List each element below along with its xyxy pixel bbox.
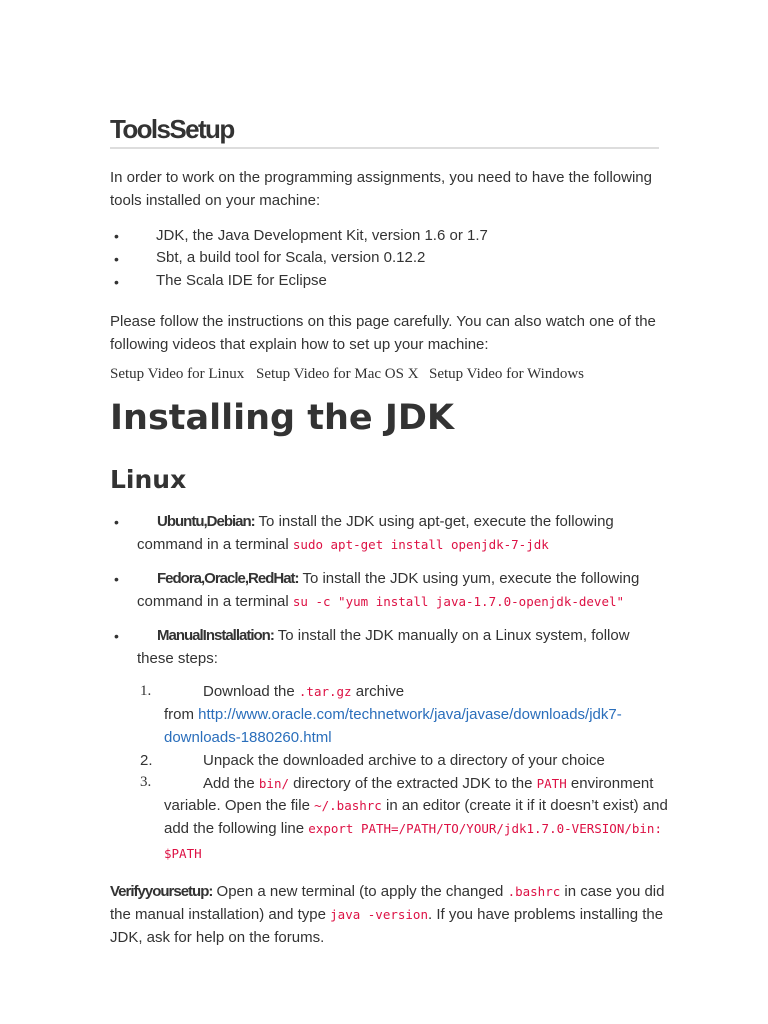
intro-line-2: tools installed on your machine: xyxy=(110,192,321,209)
verify-text-1: Open a new terminal (to apply the changed xyxy=(212,883,508,900)
step-number-2: 2. xyxy=(140,752,153,769)
list-item-jdk: JDK, the Java Development Kit, version 1.6 or 1.7 xyxy=(156,227,488,244)
step-3-l2-text-post: in an editor (create it if it doesn’t exist) and xyxy=(381,797,668,814)
bullet-marker: • xyxy=(114,228,119,244)
ubuntu-text-2: command in a terminal xyxy=(137,536,293,553)
bashrc-code: ~/.bashrc xyxy=(314,798,382,813)
video-link-mac[interactable]: Setup Video for Mac OS X xyxy=(256,366,419,382)
step-3-text: Add the xyxy=(203,775,259,792)
bullet-marker: • xyxy=(114,514,119,530)
list-item-sbt: Sbt, a build tool for Scala, version 0.12.2 xyxy=(156,249,426,266)
bullet-marker: • xyxy=(114,274,119,290)
heading-divider xyxy=(110,147,659,149)
java-version-code: java -version xyxy=(330,907,428,922)
fedora-command-code: su -c "yum install java-1.7.0-openjdk-devel" xyxy=(292,594,625,609)
fedora-label: Fedora,Oracle,RedHat: xyxy=(157,570,299,587)
ubuntu-text-1: To install the JDK using apt-get, execute the following xyxy=(254,513,614,530)
fedora-text-1: To install the JDK using yum, execute the following xyxy=(298,570,640,587)
list-item-scala-ide: The Scala IDE for Eclipse xyxy=(156,272,327,289)
step-3-text-mid: directory of the extracted JDK to the xyxy=(289,775,537,792)
linux-heading: Linux xyxy=(110,465,187,494)
path-var-code: $PATH xyxy=(164,846,202,861)
ubuntu-line-1 xyxy=(157,510,614,533)
step-2-text: Unpack the downloaded archive to a directory of your choice xyxy=(203,752,605,769)
bashrc-code-2: .bashrc xyxy=(507,884,561,899)
manual-text-1: To install the JDK manually on a Linux system, follow xyxy=(273,627,630,644)
ubuntu-label: Ubuntu,Debian: xyxy=(157,513,255,530)
step-3-text-post: environment xyxy=(566,775,654,792)
verify-text-2: the manual installation) and type xyxy=(110,906,331,923)
path-code: PATH xyxy=(536,776,567,791)
tools-setup-heading: ToolsSetup xyxy=(110,114,234,144)
step-3-l2-text: variable. Open the file xyxy=(164,797,315,814)
step-1-from: from xyxy=(164,706,199,723)
intro-line-1: In order to work on the programming assignments, you need to have the following xyxy=(110,169,652,186)
video-link-linux[interactable]: Setup Video for Linux xyxy=(110,366,245,382)
verify-line-1 xyxy=(110,880,664,903)
fedora-line-1 xyxy=(157,567,639,590)
step-1-line-1 xyxy=(203,680,404,703)
follow-line-2: following videos that explain how to set up your machine: xyxy=(110,336,489,353)
step-number-1: 1. xyxy=(140,683,152,699)
installing-jdk-heading: Installing the JDK xyxy=(110,398,455,438)
manual-label: ManualInstallation: xyxy=(157,627,274,644)
verify-line-3: JDK, ask for help on the forums. xyxy=(110,929,325,946)
export-path-code: export PATH=/PATH/TO/YOUR/jdk1.7.0-VERSION/bin: xyxy=(308,821,662,836)
verify-label: Verifyyoursetup: xyxy=(110,883,213,900)
oracle-download-link-cont[interactable]: downloads-1880260.html xyxy=(164,729,332,746)
fedora-text-2: command in a terminal xyxy=(137,593,293,610)
verify-line-2 xyxy=(110,903,663,926)
bullet-marker: • xyxy=(114,571,119,587)
verify-text-2-post: . If you have problems installing the xyxy=(427,906,664,923)
step-3-line-3 xyxy=(164,817,662,840)
follow-line-1: Please follow the instructions on this page carefully. You can also watch one of the xyxy=(110,313,656,330)
oracle-download-link[interactable]: http://www.oracle.com/technetwork/java/javase/downloads/jdk7- xyxy=(198,706,622,723)
ubuntu-line-2 xyxy=(137,533,549,556)
tar-gz-code: .tar.gz xyxy=(298,684,352,699)
manual-line-1 xyxy=(157,624,630,647)
step-1-text: Download the xyxy=(203,683,299,700)
step-1-text-post: archive xyxy=(351,683,405,700)
manual-text-2: these steps: xyxy=(137,650,218,667)
verify-text-1-post: in case you did xyxy=(560,883,665,900)
fedora-line-2 xyxy=(137,590,624,613)
step-3-line-4 xyxy=(164,842,202,865)
step-3-line-1 xyxy=(203,772,653,795)
ubuntu-command-code: sudo apt-get install openjdk-7-jdk xyxy=(292,537,549,552)
video-link-windows[interactable]: Setup Video for Windows xyxy=(429,366,585,382)
bullet-marker: • xyxy=(114,251,119,267)
step-number-3: 3. xyxy=(140,774,152,790)
step-3-l3-text: add the following line xyxy=(164,820,309,837)
bin-code: bin/ xyxy=(258,776,289,791)
bullet-marker: • xyxy=(114,628,119,644)
step-1-line-2 xyxy=(164,703,622,726)
step-3-line-2 xyxy=(164,794,668,817)
